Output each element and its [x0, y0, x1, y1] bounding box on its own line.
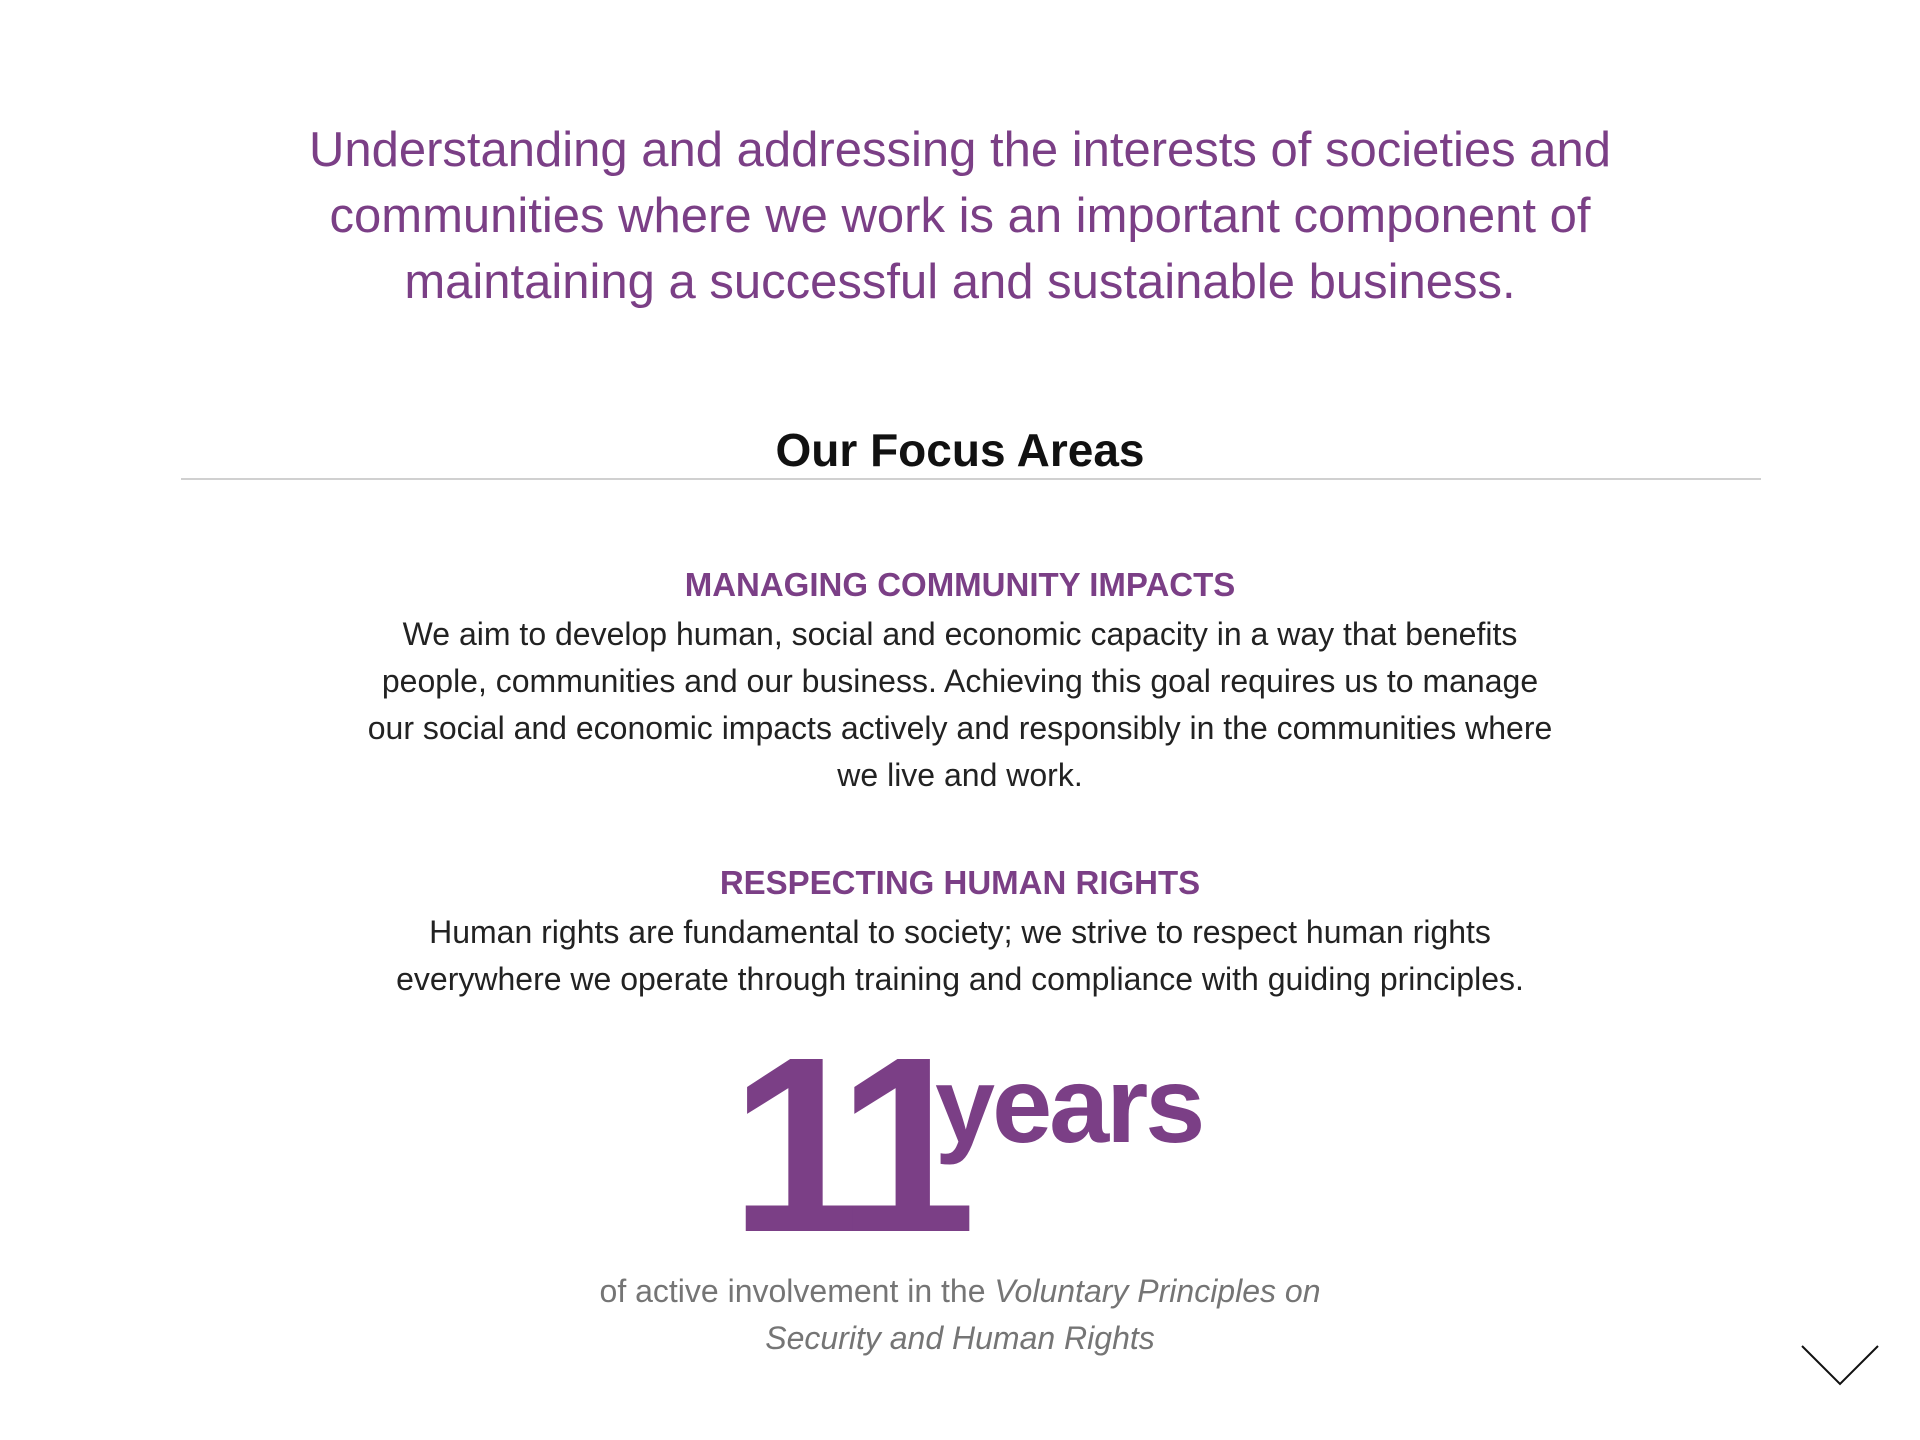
focus-area-heading: MANAGING COMMUNITY IMPACTS: [684, 566, 1236, 603]
chevron-down-icon: [1800, 1344, 1880, 1388]
stat-caption-prefix: of active involvement in the: [599, 1273, 995, 1309]
focus-area-description: Human rights are fundamental to society; we strive to respect human rights everywhere we operate through training and compliance with guiding principles.: [396, 914, 1524, 997]
stat-number: 11: [730, 1005, 959, 1284]
stat-caption: [560, 1268, 1360, 1362]
section-divider: [181, 478, 1761, 480]
scroll-down-button[interactable]: [1800, 1344, 1880, 1388]
intro-statement: Understanding and addressing the interests of societies and communities where we work is an important component of maintaining a successful and sustainable business.: [308, 123, 1612, 309]
focus-area-description: We aim to develop human, social and economic capacity in a way that benefits people, communities and our business. Achieving this goal requires us to manage our social and economic impacts actively and responsibly in the communities where we live and work.: [367, 616, 1553, 793]
focus-area-community-impacts: [0, 563, 1920, 799]
stat-caption-emphasis: Voluntary Principles on Security and Human Rights: [765, 1273, 1321, 1356]
focus-area-human-rights: [0, 861, 1920, 1003]
stat-unit: years: [935, 1044, 1203, 1165]
stat-block: [0, 1005, 1920, 1284]
focus-area-heading: RESPECTING HUMAN RIGHTS: [719, 864, 1201, 901]
section-title: Our Focus Areas: [775, 424, 1145, 476]
